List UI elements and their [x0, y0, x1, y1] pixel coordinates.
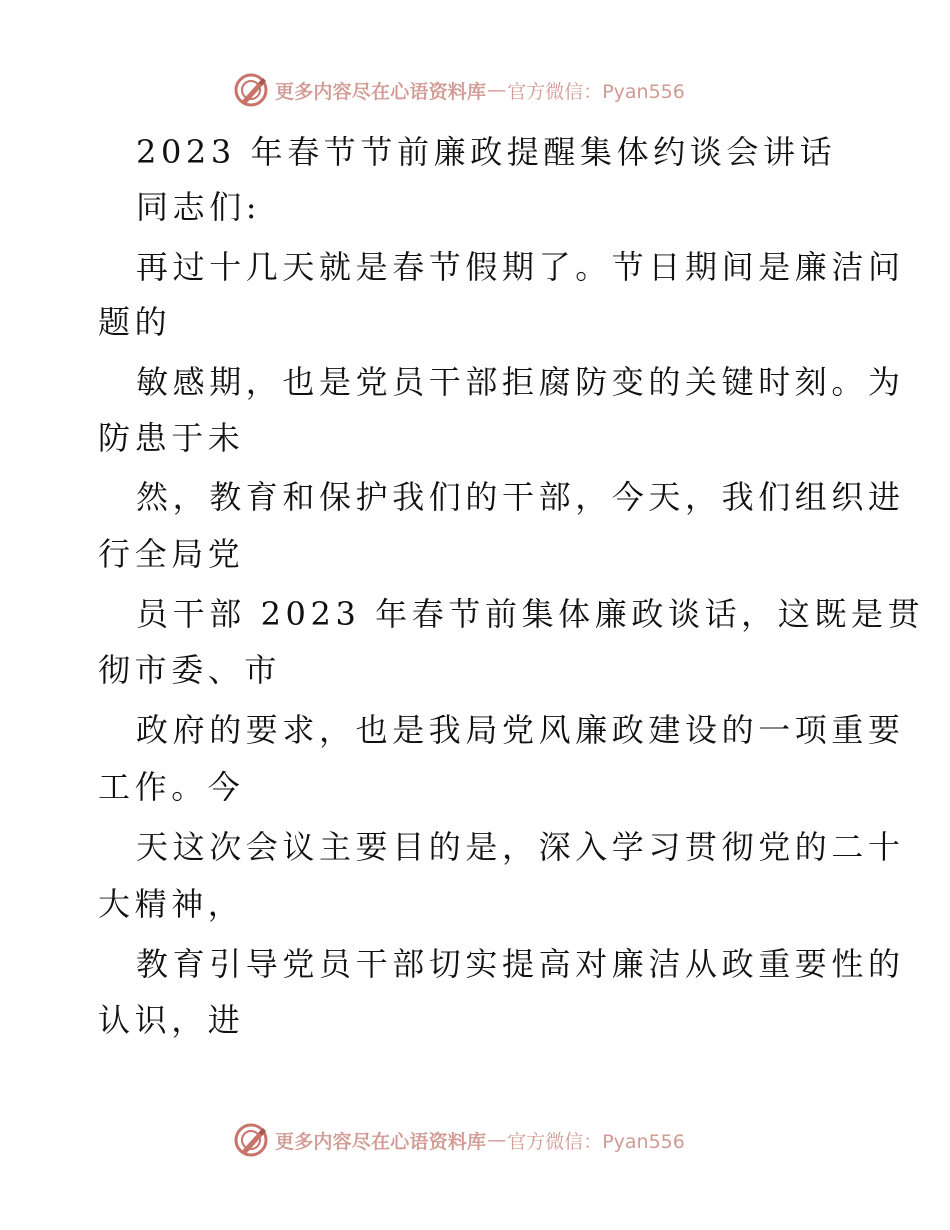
body-line: 敏感期，也是党员干部拒腐防变的关键时刻。为 [136, 363, 905, 401]
pen-logo-icon [233, 1122, 269, 1158]
document-title: 2023 年春节节前廉政提醒集体约谈会讲话 [136, 133, 837, 171]
header-watermark [233, 70, 685, 110]
pen-logo-icon [233, 72, 269, 108]
body-line: 天这次会议主要目的是，深入学习贯彻党的二十 [136, 828, 905, 866]
watermark-wechat-text: 官方微信：Pyan556 [507, 1130, 685, 1153]
footer-watermark [233, 1120, 685, 1160]
body-line: 然，教育和保护我们的干部，今天，我们组织进 [136, 478, 905, 516]
body-line: 题的 [98, 303, 172, 341]
watermark-dash: — [487, 79, 507, 101]
body-line: 工作。今 [98, 768, 245, 806]
body-line: 认识，进 [98, 1001, 245, 1039]
body-line: 防患于未 [98, 419, 245, 457]
body-line: 再过十几天就是春节假期了。节日期间是廉洁问 [136, 248, 905, 286]
watermark-dash: — [487, 1129, 507, 1151]
body-line: 大精神， [98, 885, 245, 923]
body-line: 行全局党 [98, 535, 245, 573]
watermark-main-text: 更多内容尽在心语资料库 [275, 1130, 487, 1153]
body-line: 政府的要求，也是我局党风廉政建设的一项重要 [136, 711, 905, 749]
body-line: 彻市委、市 [98, 651, 282, 689]
watermark-wechat-text: 官方微信：Pyan556 [507, 80, 685, 103]
salutation: 同志们: [136, 188, 262, 226]
body-line: 员干部 2023 年春节前集体廉政谈话，这既是贯 [136, 595, 925, 633]
watermark-main-text: 更多内容尽在心语资料库 [275, 80, 487, 103]
body-line: 教育引导党员干部切实提高对廉洁从政重要性的 [136, 945, 905, 983]
